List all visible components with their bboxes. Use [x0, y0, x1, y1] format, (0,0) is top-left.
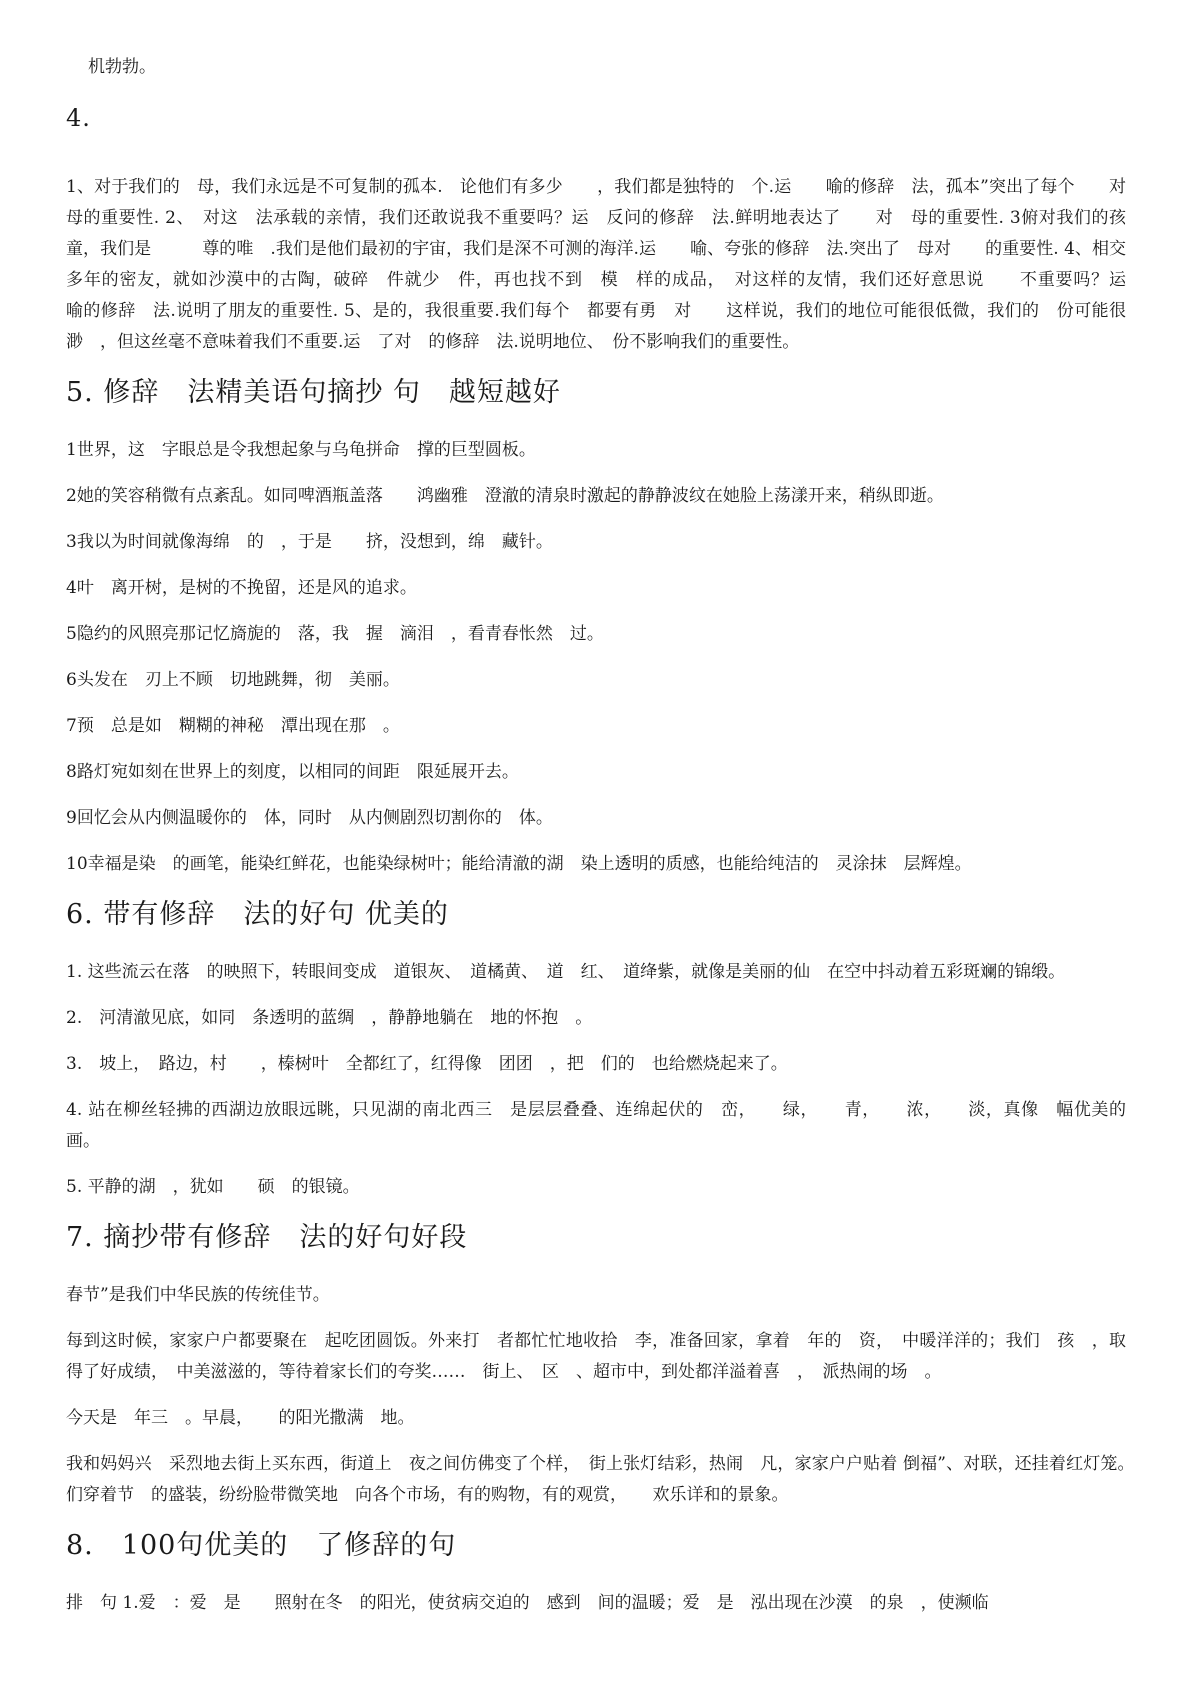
intro-text: 机勃勃。 — [88, 57, 156, 77]
section-5-item-8: 8路灯宛如刻在世界上的刻度，以相同的间距 限延展开去。 — [66, 762, 519, 782]
section-7-paragraph-1: 春节”是我们中华民族的传统佳节。 — [66, 1285, 330, 1305]
section-7-paragraph-3: 今天是 年三 。早晨， 的阳光撒满 地。 — [66, 1408, 415, 1428]
section-5-item-3: 3我以为时间就像海绵 的 ，于是 挤，没想到，绵 藏针。 — [66, 532, 553, 552]
section-heading-6: 6. 带有修辞 法的好句 优美的 — [66, 899, 449, 930]
section-7-paragraph-4: 我和妈妈兴 采烈地去街上买东西，街道上 夜之间仿佛变了个样， 街上张灯结彩，热闹 凡，家家户户贴着 倒福”、对联，还挂着红灯笼。 们穿着节 的盛装，纷纷脸带微笑地 向各个市场，有的购物，有的观赏， 欢乐详和的景象。 — [66, 1454, 1143, 1505]
section-5-item-1: 1世界，这 字眼总是令我想起象与乌龟拼命 撑的巨型圆板。 — [66, 440, 536, 460]
section-5-item-9: 9回忆会从内侧温暖你的 体，同时 从内侧剧烈切割你的 体。 — [66, 808, 553, 828]
section-5-item-7: 7预 总是如 糊糊的神秘 潭出现在那 。 — [66, 716, 400, 736]
section-5-item-4: 4叶 离开树，是树的不挽留，还是风的追求。 — [66, 578, 417, 598]
section-4-paragraph: 1、对于我们的 母，我们永远是不可复制的孤本. 论他们有多少 ，我们都是独特的 个.运 喻的修辞 法，孤本”突出了每个 对 母的重要性. 2、 对这 法承载的亲情，我们还敢说我不重要吗？运 反问的修辞 法.鲜明地表达了 对 母的重要性. 3俯对我们的孩童，我们是 尊的唯 .我们是他们最初的宇宙，我们是深不可测的海洋.运 喻、夸张的修辞 法.突出了 母对 的重要性. 4、相交多年的密友，就如沙漠中的古陶，破碎 件就少 件，再也找不到 模 样的成品， 对这样的友情，我们还好意思说 不重要吗？运 喻的修辞 法.说明了朋友的重要性. 5、是的，我很重要.我们每个 都要有勇 对 这样说，我们的地位可能很低微，我们的 份可能很渺 ，但这丝毫不意味着我们不重要.运 了对 的修辞 法.说明地位、 份不影响我们的重要性。 — [66, 177, 1160, 352]
section-5-item-10: 10幸福是染 的画笔，能染红鲜花，也能染绿树叶；能给清澈的湖 染上透明的质感，也能给纯洁的 灵涂抹 层辉煌。 — [66, 854, 972, 874]
section-6-item-5: 5. 平静的湖 ，犹如 硕 的银镜。 — [66, 1177, 360, 1197]
section-heading-8: 8. 100句优美的 了修辞的句 — [66, 1530, 457, 1561]
section-6-item-3: 3. 坡上， 路边，村 ，榛树叶 全都红了，红得像 团团 ，把 们的 也给燃烧起来了。 — [66, 1054, 788, 1074]
section-heading-5: 5. 修辞 法精美语句摘抄 句 越短越好 — [66, 377, 561, 408]
section-6-item-4: 4. 站在柳丝轻拂的西湖边放眼远眺，只见湖的南北西三 是层层叠叠、连绵起伏的 峦， 绿， 青， 浓， 淡，真像 幅优美的 画。 — [66, 1100, 1160, 1151]
section-6-item-2: 2. 河清澈见底，如同 条透明的蓝绸 ，静静地躺在 地的怀抱 。 — [66, 1008, 593, 1028]
document-page — [66, 52, 1160, 1619]
section-5-item-6: 6头发在 刃上不顾 切地跳舞，彻 美丽。 — [66, 670, 400, 690]
section-5-item-5: 5隐约的风照亮那记忆旖旎的 落，我 握 滴泪 ，看青春怅然 过。 — [66, 624, 604, 644]
section-5-item-2: 2她的笑容稍微有点紊乱。如同啤酒瓶盖落 鸿幽雅 澄澈的清泉时激起的静静波纹在她脸上荡漾开来，稍纵即逝。 — [66, 486, 944, 506]
section-8-paragraph: 排 句 1.爱 ：爱 是 照射在冬 的阳光，使贫病交迫的 感到 间的温暖；爱 是 泓出现在沙漠 的泉 ，使濒临 — [66, 1593, 989, 1613]
section-6-item-1: 1. 这些流云在落 的映照下，转眼间变成 道银灰、 道橘黄、 道 红、 道绛紫，就像是美丽的仙 在空中抖动着五彩斑斓的锦缎。 — [66, 962, 1066, 982]
section-heading-7: 7. 摘抄带有修辞 法的好句好段 — [66, 1222, 468, 1253]
section-7-paragraph-2: 每到这时候，家家户户都要聚在 起吃团圆饭。外来打 者都忙忙地收拾 李，准备回家，拿着 年的 资， 中暖洋洋的；我们 孩 ，取得了好成绩， 中美滋滋的，等待着家长们的夸奖…… 街上、 区 、超市中，到处都洋溢着喜 ， 派热闹的场 。 — [66, 1331, 1126, 1382]
section-heading-4: 4. — [66, 104, 91, 132]
